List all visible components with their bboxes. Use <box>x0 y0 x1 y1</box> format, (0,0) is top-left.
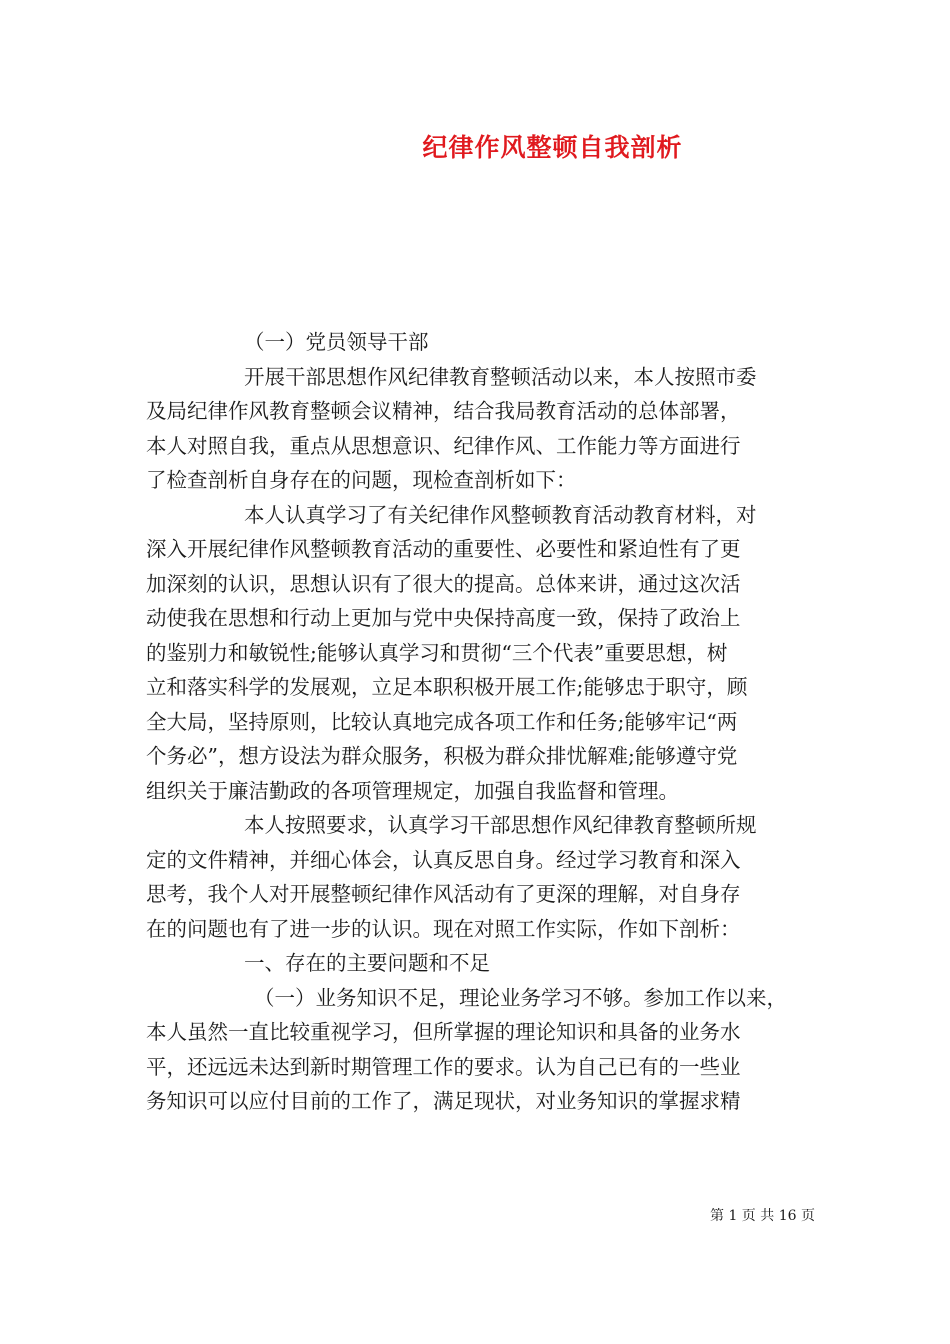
text-line: 本人认真学习了有关纪律作风整顿教育活动教育材料，对 <box>244 502 757 527</box>
text-line: 立和落实科学的发展观，立足本职积极开展工作;能够忠于职守，顾 <box>146 675 748 699</box>
text-line: 思考，我个人对开展整顿纪律作风活动有了更深的理解，对自身存 <box>146 882 741 906</box>
document-title: 纪律作风整顿自我剖析 <box>422 133 683 162</box>
text-line: 及局纪律作风教育整顿会议精神，结合我局教育活动的总体部署， <box>146 399 741 423</box>
text-line: 全大局，坚持原则，比较认真地完成各项工作和任务;能够牢记“两 <box>146 709 738 734</box>
text-line: 定的文件精神，并细心体会，认真反思自身。经过学习教育和深入 <box>146 847 741 872</box>
text-line: （一）业务知识不足，理论业务学习不够。参加工作以来， <box>254 985 787 1010</box>
text-line: 的鉴别力和敏锐性;能够认真学习和贯彻“三个代表”重要思想，树 <box>146 640 728 665</box>
text-line: 在的问题也有了进一步的认识。现在对照工作实际，作如下剖析： <box>146 916 741 941</box>
text-line: 开展干部思想作风纪律教育整顿活动以来，本人按照市委 <box>244 364 757 389</box>
text-line: 组织关于廉洁勤政的各项管理规定，加强自我监督和管理。 <box>146 778 679 803</box>
text-line: 个务必”，想方设法为群众服务，积极为群众排忧解难;能够遵守党 <box>146 744 738 768</box>
text-line: 平，还远远未达到新时期管理工作的要求。认为自己已有的一些业 <box>146 1054 741 1079</box>
text-line: 务知识可以应付目前的工作了，满足现状，对业务知识的掌握求精 <box>146 1089 741 1113</box>
text-line: （一）党员领导干部 <box>244 330 429 354</box>
text-line: 动使我在思想和行动上更加与党中央保持高度一致，保持了政治上 <box>146 606 741 630</box>
text-line: 一、存在的主要问题和不足 <box>244 951 490 975</box>
text-line: 本人对照自我，重点从思想意识、纪律作风、工作能力等方面进行 <box>146 433 741 458</box>
text-line: 加深刻的认识，思想认识有了很大的提高。总体来讲，通过这次活 <box>146 571 741 596</box>
text-line: 本人按照要求，认真学习干部思想作风纪律教育整顿所规 <box>244 813 757 837</box>
text-line: 了检查剖析自身存在的问题，现检查剖析如下： <box>146 468 577 492</box>
page-number: 第 1 页 共 16 页 <box>710 1208 815 1224</box>
text-line: 深入开展纪律作风整顿教育活动的重要性、必要性和紧迫性有了更 <box>146 537 741 561</box>
text-line: 本人虽然一直比较重视学习，但所掌握的理论知识和具备的业务水 <box>146 1020 741 1044</box>
document-body <box>146 325 810 1119</box>
